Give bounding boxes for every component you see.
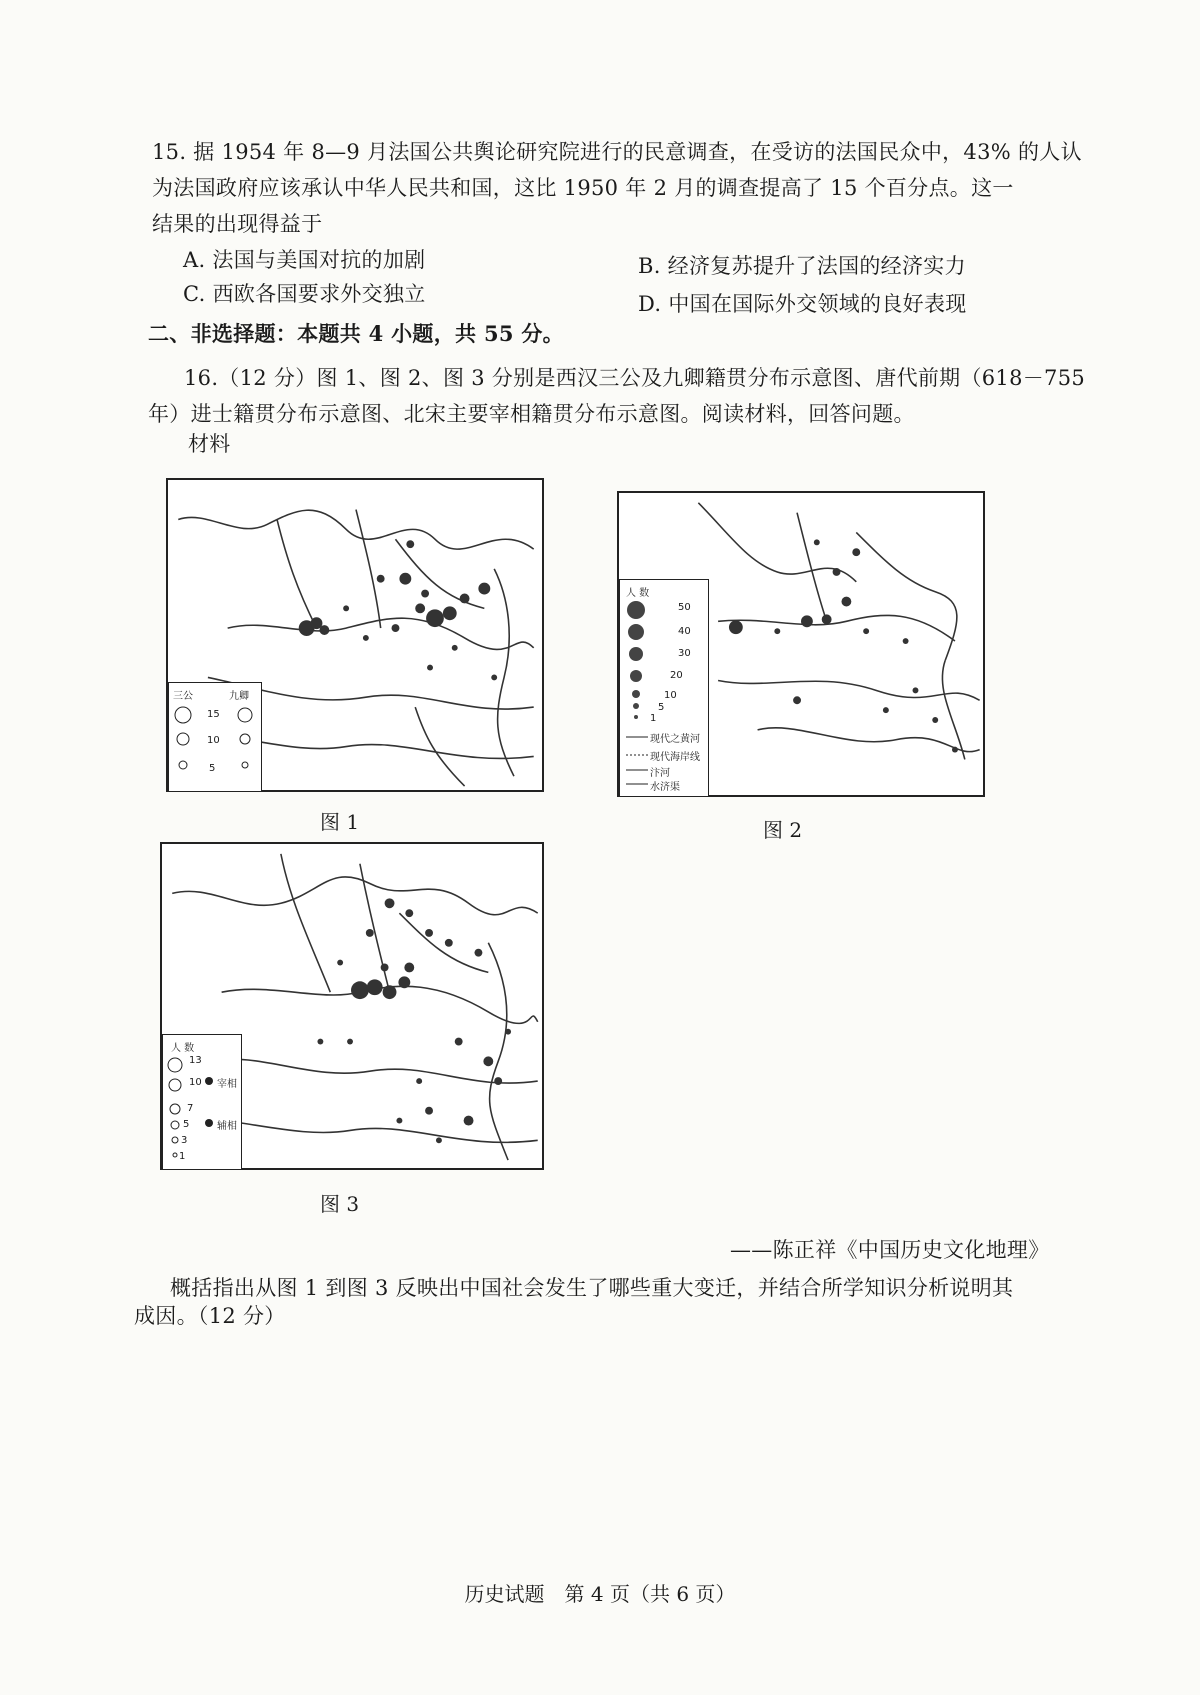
legend-tick-5: 5 xyxy=(658,702,665,713)
legend-tick-40: 40 xyxy=(678,626,691,637)
map-3-legend xyxy=(162,1034,242,1170)
map-1-caption: 图 1 xyxy=(320,810,360,834)
legend-line-coastline: 现代海岸线 xyxy=(650,752,700,763)
legend-tick-13: 13 xyxy=(189,1055,202,1066)
material-label: 材料 xyxy=(188,432,231,456)
map-figure-3 xyxy=(160,842,544,1170)
legend-title: 人 数 xyxy=(171,1043,195,1054)
legend-title: 人 数 xyxy=(626,588,650,599)
legend-tick-5: 5 xyxy=(183,1119,190,1130)
legend-tick-7: 7 xyxy=(187,1103,194,1114)
legend-tick-20: 20 xyxy=(670,670,683,681)
q15-option-b: B. 经济复苏提升了法国的经济实力 xyxy=(638,254,966,278)
q16-line-1: 16.（12 分）图 1、图 2、图 3 分别是西汉三公及九卿籍贯分布示意图、唐代前期（618－755 xyxy=(184,366,1086,390)
question-line-2: 成因。（12 分） xyxy=(134,1304,286,1328)
q15-option-d: D. 中国在国际外交领域的良好表现 xyxy=(638,292,967,316)
legend-symbols xyxy=(620,580,710,798)
map-1-legend xyxy=(168,682,262,792)
q15-line-1: 15. 据 1954 年 8—9 月法国公共舆论研究院进行的民意调查，在受访的法国民众中，43% 的人认 xyxy=(152,140,1082,164)
legend-tick-10: 10 xyxy=(664,690,677,701)
legend-tick-10: 10 xyxy=(207,735,220,746)
legend-line-huanghe: 现代之黄河 xyxy=(650,734,700,745)
legend-tick-50: 50 xyxy=(678,602,691,613)
legend-line-canal: 水济渠 xyxy=(650,782,680,793)
legend-symbols xyxy=(163,1035,243,1171)
legend-tick-1: 1 xyxy=(179,1151,186,1162)
source-citation: ——陈正祥《中国历史文化地理》 xyxy=(730,1238,1050,1262)
map-2-legend xyxy=(619,579,709,797)
legend-tick-30: 30 xyxy=(678,648,691,659)
legend-tick-3: 3 xyxy=(181,1135,188,1146)
legend-type-zaixiang: 宰相 xyxy=(217,1079,237,1090)
legend-tick-15: 15 xyxy=(207,709,220,720)
q15-line-2: 为法国政府应该承认中华人民共和国，这比 1950 年 2 月的调查提高了 15 个百分点。这一 xyxy=(152,176,1014,200)
q15-option-a: A. 法国与美国对抗的加剧 xyxy=(183,248,426,272)
map-figure-1 xyxy=(166,478,544,792)
map-3-caption: 图 3 xyxy=(320,1192,360,1216)
section-heading: 二、非选择题：本题共 4 小题，共 55 分。 xyxy=(148,321,564,346)
q15-option-c: C. 西欧各国要求外交独立 xyxy=(183,282,426,306)
legend-tick-1: 1 xyxy=(650,713,657,724)
legend-jiuqing-label: 九卿 xyxy=(229,691,249,702)
q15-line-3: 结果的出现得益于 xyxy=(152,212,323,236)
legend-tick-10: 10 xyxy=(189,1077,202,1088)
q16-line-2: 年）进士籍贯分布示意图、北宋主要宰相籍贯分布示意图。阅读材料，回答问题。 xyxy=(148,402,915,426)
map-figure-2 xyxy=(617,491,985,797)
legend-line-bianhe: 汴河 xyxy=(650,768,670,779)
map-2-caption: 图 2 xyxy=(763,818,803,842)
page-footer: 历史试题 第 4 页（共 6 页） xyxy=(464,1582,736,1606)
legend-sangong-label: 三公 xyxy=(173,691,193,702)
legend-type-fuxiang: 辅相 xyxy=(217,1121,237,1132)
legend-tick-5: 5 xyxy=(209,763,216,774)
question-line-1: 概括指出从图 1 到图 3 反映出中国社会发生了哪些重大变迁，并结合所学知识分析说明其 xyxy=(170,1276,1014,1300)
legend-symbols xyxy=(169,683,263,793)
